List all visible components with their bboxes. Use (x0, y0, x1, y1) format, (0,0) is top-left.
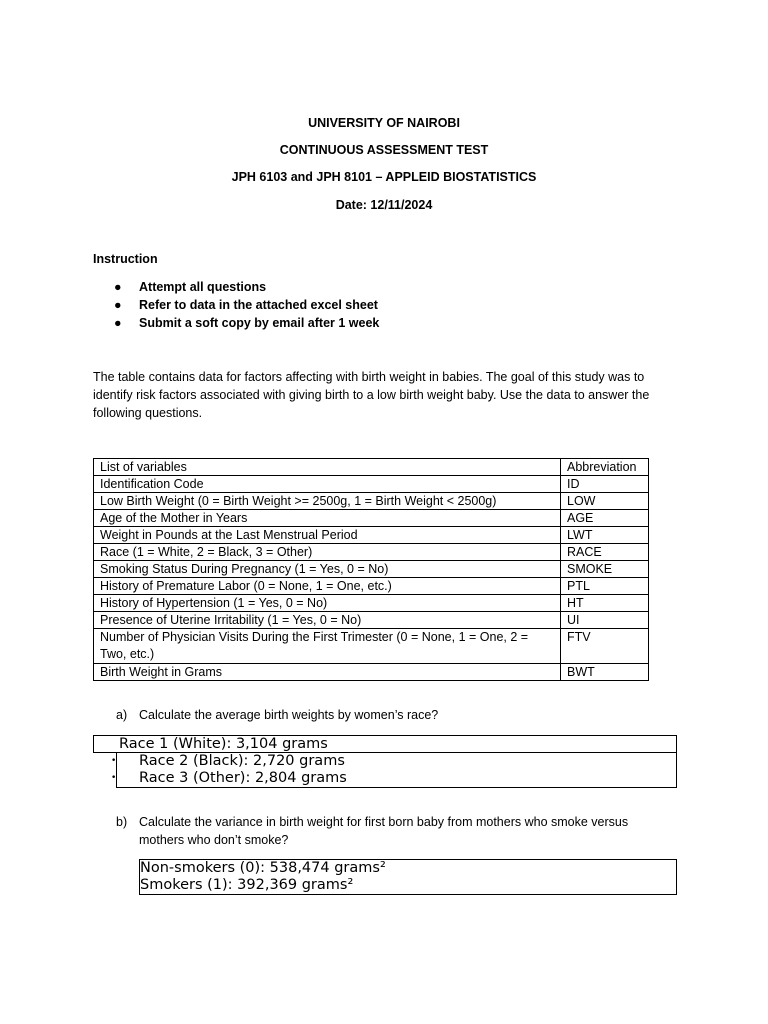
bullet-icon: ● (114, 316, 122, 330)
table-row (94, 578, 649, 595)
table-row (94, 510, 649, 527)
test-date: Date: 12/11/2024 (335, 198, 433, 212)
answer-box-b (139, 859, 677, 895)
table-cell: BWT (561, 664, 649, 681)
instruction-item: ● Refer to data in the attached excel sheet (114, 298, 378, 312)
question-marker: b) (116, 815, 128, 829)
table-header-row (94, 459, 649, 476)
answer-line: Race 1 (White): 3,104 grams (119, 736, 328, 752)
bullet-icon: ● (114, 280, 122, 294)
table-header-cell: Abbreviation (561, 459, 649, 476)
variables-table (93, 458, 649, 681)
test-title: CONTINUOUS ASSESSMENT TEST (279, 143, 489, 157)
table-cell: History of Hypertension (1 = Yes, 0 = No) (94, 595, 561, 612)
table-header-cell: List of variables (94, 459, 561, 476)
table-row (94, 561, 649, 578)
table-cell: Smoking Status During Pregnancy (1 = Yes, 0 = No) (94, 561, 561, 578)
table-cell: History of Premature Labor (0 = None, 1 = One, etc.) (94, 578, 561, 595)
table-row (94, 612, 649, 629)
question-text: Calculate the average birth weights by women’s race? (139, 708, 439, 722)
university-title: UNIVERSITY OF NAIROBI (308, 116, 460, 130)
table-cell: Birth Weight in Grams (94, 664, 561, 681)
table-row (94, 527, 649, 544)
answer-line: Smokers (1): 392,369 grams² (140, 877, 354, 893)
table-cell: Race (1 = White, 2 = Black, 3 = Other) (94, 544, 561, 561)
instruction-item: ● Attempt all questions (114, 280, 267, 294)
table-cell: LWT (561, 527, 649, 544)
table-cell: Identification Code (94, 476, 561, 493)
table-row (94, 595, 649, 612)
question-a (116, 706, 676, 724)
table-cell: Number of Physician Visits During the First Trimester (0 = None, 1 = One, 2 = Two, etc.) (94, 629, 561, 664)
answer-line: • Race 3 (Other): 2,804 grams (111, 770, 347, 786)
table-cell: HT (561, 595, 649, 612)
table-cell: Presence of Uterine Irritability (1 = Yes, 0 = No) (94, 612, 561, 629)
answer-line: Non-smokers (0): 538,474 grams² (140, 860, 386, 876)
bullet-icon: • (111, 756, 117, 766)
instruction-item: ● Submit a soft copy by email after 1 week (114, 316, 380, 330)
question-text: Calculate the variance in birth weight for first born baby from mothers who smoke versus (139, 815, 629, 829)
table-cell: UI (561, 612, 649, 629)
answer-box-a-first (93, 735, 677, 753)
course-title: JPH 6103 and JPH 8101 – APPLEID BIOSTATISTICS (231, 170, 537, 184)
table-cell: AGE (561, 510, 649, 527)
table-row (94, 629, 649, 664)
instruction-list (114, 278, 379, 332)
table-cell: Low Birth Weight (0 = Birth Weight >= 2500g, 1 = Birth Weight < 2500g) (94, 493, 561, 510)
table-row (94, 544, 649, 561)
table-cell: Age of the Mother in Years (94, 510, 561, 527)
question-marker: a) (116, 708, 128, 722)
table-cell: LOW (561, 493, 649, 510)
question-b (116, 813, 696, 849)
table-cell: ID (561, 476, 649, 493)
table-cell: Weight in Pounds at the Last Menstrual Period (94, 527, 561, 544)
table-cell: SMOKE (561, 561, 649, 578)
intro-paragraph: The table contains data for factors affecting with birth weight in babies. The goal of this study was to identify risk factors associated with giving birth to a low birth weight baby. Use the data to answer the following questions. (93, 370, 650, 420)
answer-line: • Race 2 (Black): 2,720 grams (111, 753, 345, 769)
table-cell: FTV (561, 629, 649, 664)
table-cell: PTL (561, 578, 649, 595)
question-text: mothers who don’t smoke? (139, 833, 289, 847)
answer-box-a-rest (111, 752, 677, 788)
instruction-heading: Instruction (93, 252, 158, 266)
table-row (94, 493, 649, 510)
table-cell: RACE (561, 544, 649, 561)
bullet-icon: • (111, 773, 117, 783)
table-row (94, 664, 649, 681)
bullet-icon: ● (114, 298, 122, 312)
table-row (94, 476, 649, 493)
